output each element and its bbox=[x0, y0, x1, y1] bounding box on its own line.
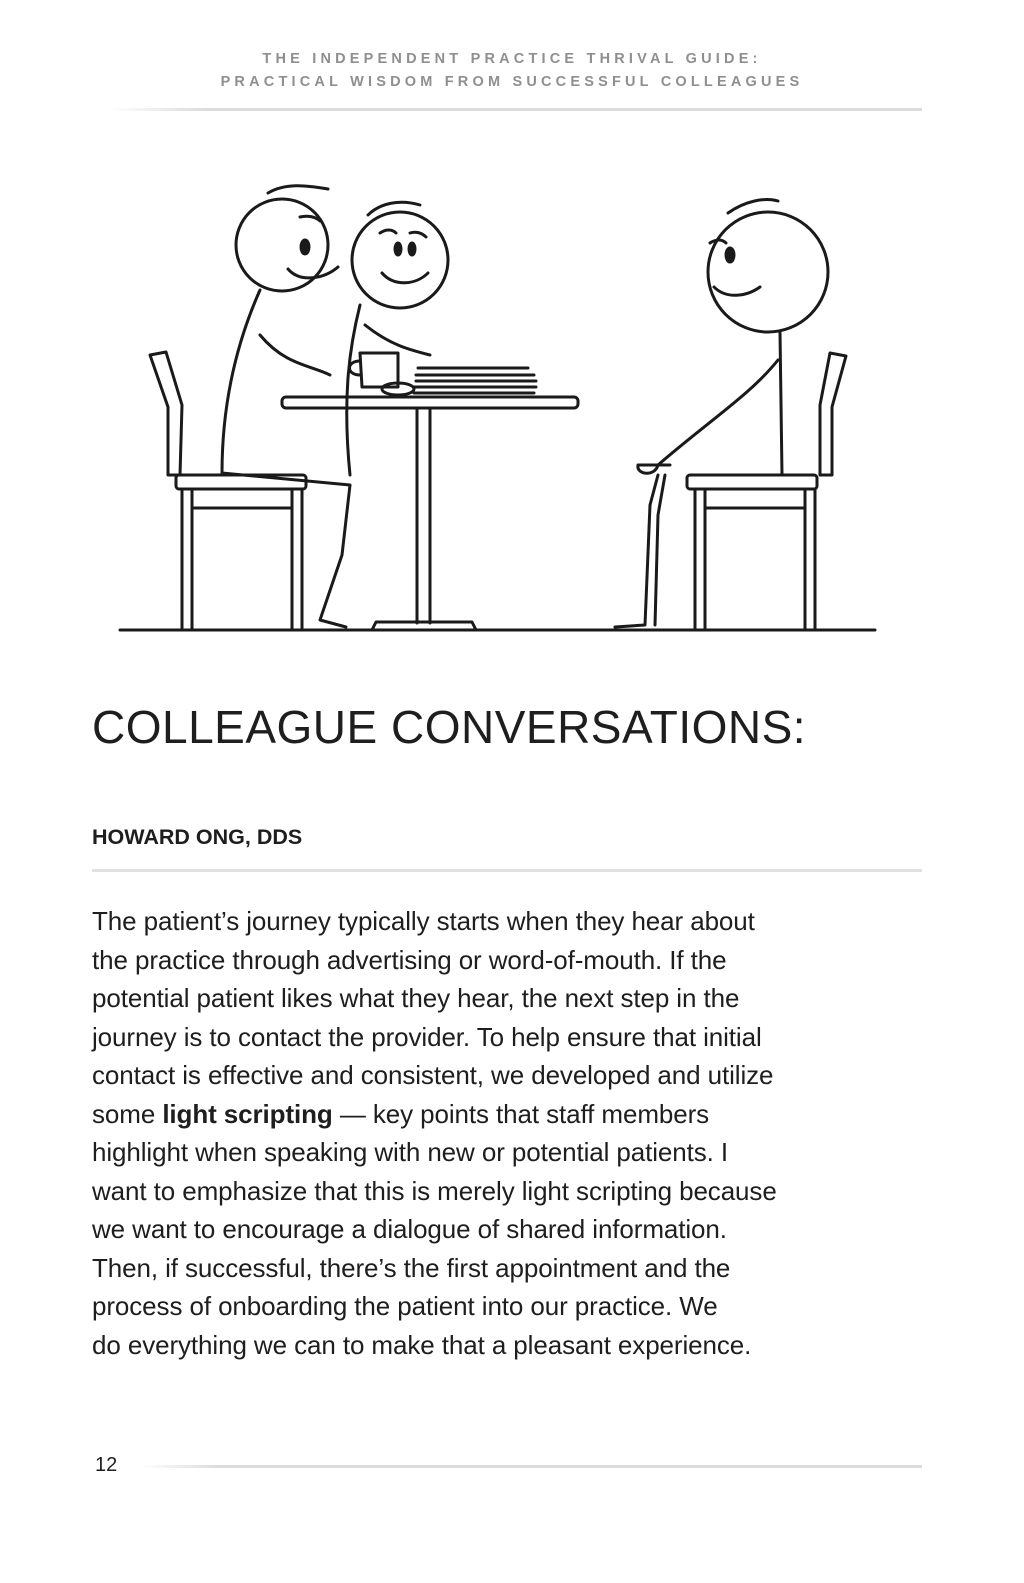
body-line: contact is effective and consistent, we developed and utilize bbox=[92, 1060, 774, 1090]
body-line: the practice through advertising or word-of-mouth. If the bbox=[92, 944, 727, 975]
body-line: potential patient likes what they hear, the next step in the bbox=[92, 983, 740, 1013]
body-line: process of onboarding the patient into our practice. We bbox=[92, 1291, 718, 1321]
author-name: HOWARD ONG, DDS bbox=[92, 825, 303, 849]
body-line: want to emphasize that this is merely light scripting because bbox=[92, 1175, 777, 1206]
running-header bbox=[0, 48, 1024, 94]
body-line: we want to encourage a dialogue of shared information. bbox=[92, 1214, 727, 1244]
body-paragraph bbox=[92, 902, 922, 1364]
stick-figures-meeting-icon bbox=[110, 175, 890, 645]
body-line: journey is to contact the provider. To help ensure that initial bbox=[92, 1021, 762, 1052]
section-title: COLLEAGUE CONVERSATIONS: bbox=[92, 701, 807, 753]
footer-divider bbox=[140, 1465, 922, 1468]
header-divider bbox=[108, 108, 922, 111]
body-line: Then, if successful, there’s the first appointment and the bbox=[92, 1252, 731, 1283]
author-divider bbox=[92, 869, 922, 872]
body-line: do everything we can to make that a pleasant experience. bbox=[92, 1329, 752, 1360]
body-text: — key points that staff members bbox=[332, 1098, 710, 1129]
running-header-line-2: PRACTICAL WISDOM FROM SUCCESSFUL COLLEAGUES bbox=[220, 74, 804, 90]
bold-term: light scripting bbox=[162, 1098, 333, 1129]
page-number: 12 bbox=[95, 1454, 118, 1476]
body-text: some bbox=[92, 1098, 163, 1129]
running-header-line-1: THE INDEPENDENT PRACTICE THRIVAL GUIDE: bbox=[262, 51, 762, 67]
body-line: highlight when speaking with new or potential patients. I bbox=[92, 1137, 729, 1167]
body-line bbox=[92, 1095, 922, 1134]
body-line: The patient’s journey typically starts when they hear about bbox=[92, 906, 755, 936]
